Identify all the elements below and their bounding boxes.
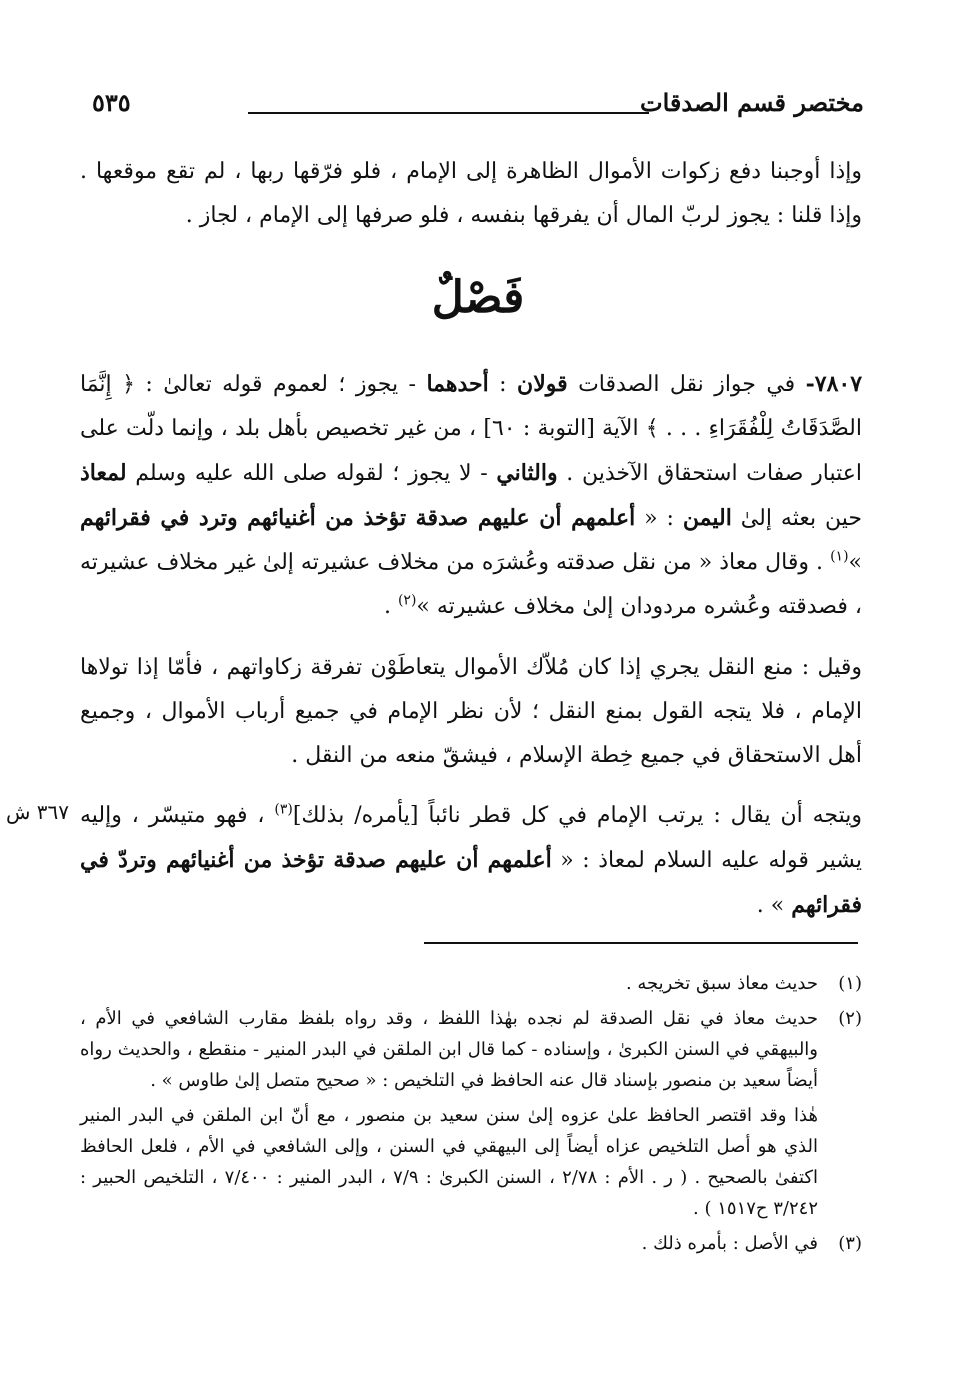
footnote-2 [80, 1003, 862, 1096]
text-segment: » [848, 550, 862, 575]
footnote-number: (٣) [838, 1233, 862, 1254]
text-segment: » . [756, 893, 785, 918]
text-segment: - يجوز ؛ لعموم قوله تعالىٰ : ﴿ إِنَّمَا الصَّدَقَاتُ لِلْفُقَرَاءِ . . . ﴾ الآية [التوبة : ٦٠] ، من غير تخصيص بأهل بلد ، وإنما دلّت على اعتبار صفات استحقاق الآخذين . [80, 372, 863, 486]
footnote-separator [424, 942, 858, 944]
bold-segment: والثاني [496, 460, 558, 486]
text-segment: ، فهو متيسّر ، وإليه يشير قوله عليه السلام لمعاذ : « [80, 803, 862, 873]
footnote-2-continuation: هٰذا وقد اقتصر الحافظ علىٰ عزوه إلىٰ سنن سعيد بن منصور ، مع أنّ ابن الملقن في البدر المنير الذي هو أصل التلخيص عزاه أيضاً إلى البيهقي في السنن ، وإلى الشافعي في الأم ، فلعل الحافظ اكتفىٰ بالصحيح . ( ر . الأم : ٢/٧٨ ، السنن الكبرىٰ : ٧/٩ ، البدر المنير : ٧/٤٠٠ ، التلخيص الحبير : ٣/٢٤٢ ح١٥١٧ ) . [80, 1105, 819, 1219]
intro-paragraph [80, 150, 862, 238]
paragraph-7807 [80, 362, 862, 629]
paragraph-yattajih [80, 794, 862, 928]
text-segment: - لا يجوز ؛ لقوله صلى الله عليه وسلم [135, 461, 488, 486]
section-heading-text: فَصْلٌ [431, 272, 525, 323]
header-rule [248, 112, 649, 114]
paragraph-qila [80, 646, 862, 778]
footnote-number: (١) [838, 973, 862, 994]
bold-segment: أحدهما [426, 371, 489, 397]
footnotes [80, 968, 862, 1263]
text-segment: في جواز نقل الصدقات [578, 372, 796, 397]
paragraph-number: ٧٨٠٧- [805, 371, 863, 397]
section-heading [378, 272, 578, 323]
hadith-quote: أعلمهم أن عليهم صدقة تؤخذ من أغنيائهم وترد في فقرائهم [80, 505, 636, 531]
footnote-text: في الأصل : بأمره ذلك . [641, 1233, 818, 1254]
footnote-ref-3[interactable]: (٣) [274, 801, 293, 818]
text-segment: ويتجه أن يقال : يرتب الإمام في كل قطر نائباً [يأمره/ بذلك] [292, 803, 862, 828]
footnote-1 [80, 968, 862, 999]
intro-text: وإذا أوجبنا دفع زكوات الأموال الظاهرة إلى الإمام ، فلو فرّقها ربها ، لم تقع موقعها . وإذا قلنا : يجوز لربّ المال أن يفرقها بنفسه ، فلو صرفها إلى الإمام ، لجاز . [80, 159, 862, 228]
hadith-quote: أعلمهم أن عليهم صدقة تؤخذ من أغنيائهم وتردّ في فقرائهم [80, 847, 862, 918]
footnote-text: حديث معاذ في نقل الصدقة لم نجده بهٰذا اللفظ ، وقد رواه بلفظ مقارب الشافعي في الأم ، والبيهقي في السنن الكبرىٰ ، وإسناده - كما قال ابن الملقن في البدر المنير - منقطع ، والحديث رواه أيضاً سعيد بن منصور بإسناد قال عنه الحافظ في التلخيص : « صحيح متصل إلىٰ طاوس » . [80, 1008, 818, 1091]
bold-segment: اليمن [682, 505, 732, 531]
text-segment: حين بعثه إلىٰ [740, 506, 862, 531]
running-header [88, 88, 864, 128]
footnote-text: حديث معاذ سبق تخريجه . [625, 973, 818, 994]
qila-text: وقيل : منع النقل يجري إذا كان مُلاّك الأموال يتعاطَوْن تفرقة زكاواتهم ، فأمّا إذا تولاها الإمام ، فلا يتجه القول بمنع النقل ؛ لأن نظر الإمام في جميع أرباب الأموال ، وجميع أهل الاستحقاق في جميع خِطة الإسلام ، فيشقّ منعه من النقل . [80, 655, 862, 768]
text-segment: : « [644, 506, 674, 531]
page-number: ٥٣٥ [92, 88, 131, 117]
running-title: مختصر قسم الصدقات [640, 88, 864, 117]
footnote-3 [80, 1228, 862, 1259]
footnote-ref-2[interactable]: (٢) [397, 592, 417, 609]
footnote-number: (٢) [838, 1008, 862, 1029]
bold-segment: لمعاذ [80, 460, 127, 486]
text-segment: . وقال معاذ « من نقل صدقته وعُشرَه من مخلاف عشيرته إلىٰ غير مخلاف عشيرته ، فصدقته وعُشره مردودان إلىٰ مخلاف عشيرته » [80, 550, 862, 619]
bold-segment: قولان [517, 371, 568, 397]
text-segment: : [499, 372, 507, 397]
footnote-ref-1[interactable]: (١) [830, 548, 849, 565]
margin-manuscript-ref: ٣٦٧ ش [6, 800, 70, 824]
text-segment: . [383, 594, 391, 619]
